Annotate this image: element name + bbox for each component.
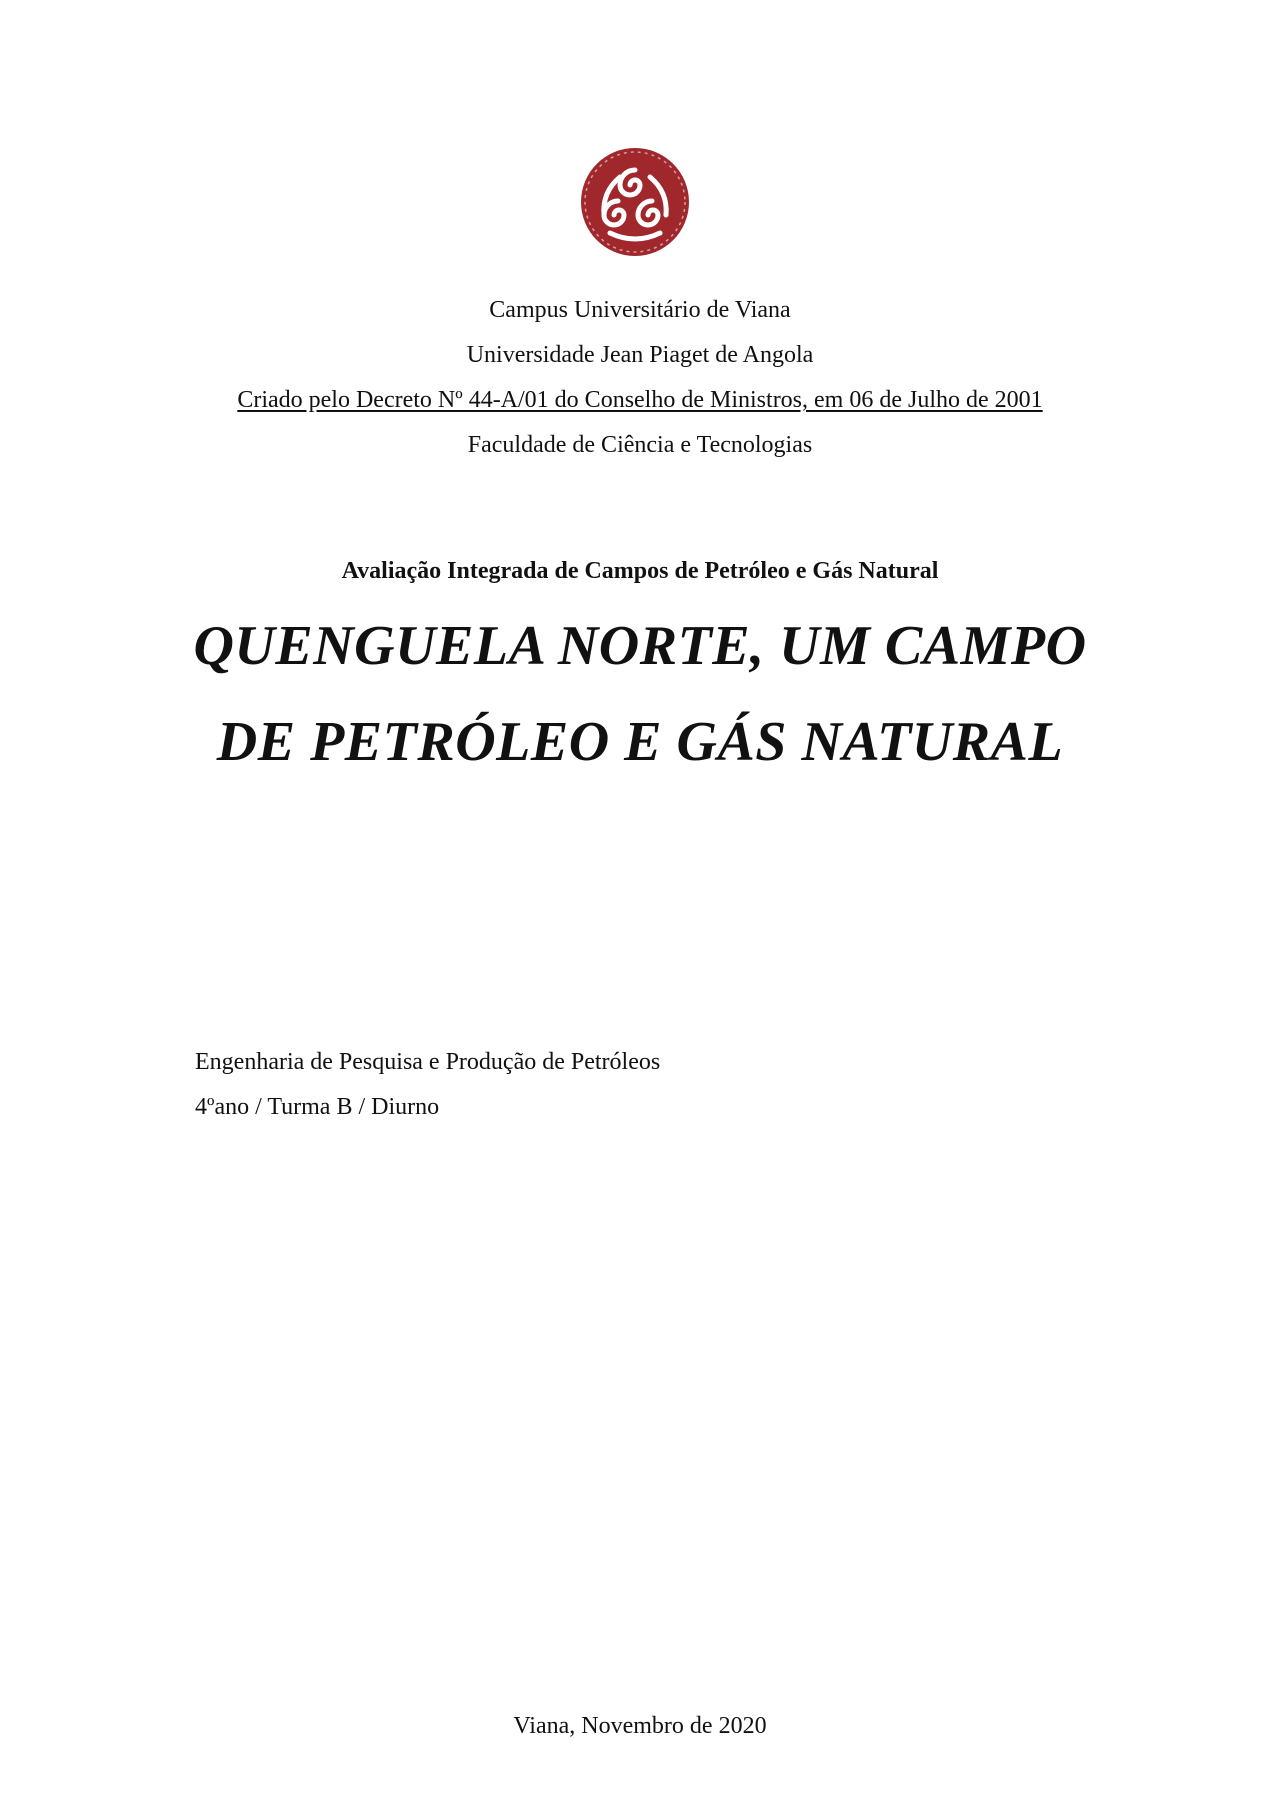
place-date: Viana, Novembro de 2020 bbox=[513, 1713, 767, 1739]
title-line-1: QUENGUELA NORTE, UM CAMPO bbox=[193, 615, 1087, 677]
document-subtitle: Avaliação Integrada de Campos de Petróleo e Gás Natural bbox=[341, 558, 939, 584]
document-title bbox=[0, 598, 1280, 790]
title-line-2: DE PETRÓLEO E GÁS NATURAL bbox=[216, 711, 1064, 773]
university-logo bbox=[580, 147, 690, 257]
triskelion-spiral-icon bbox=[580, 147, 690, 257]
campus-name: Campus Universitário de Viana bbox=[489, 297, 791, 323]
course-program: Engenharia de Pesquisa e Produção de Petróleos bbox=[195, 1049, 661, 1075]
decree-text: Criado pelo Decreto Nº 44-A/01 do Conselho de Ministros, em 06 de Julho de 2001 bbox=[237, 387, 1043, 413]
class-info: 4ºano / Turma B / Diurno bbox=[195, 1094, 440, 1120]
course-info bbox=[195, 1040, 660, 1130]
institution-header bbox=[0, 288, 1280, 468]
faculty-name: Faculdade de Ciência e Tecnologias bbox=[467, 432, 813, 458]
university-name: Universidade Jean Piaget de Angola bbox=[466, 342, 814, 368]
